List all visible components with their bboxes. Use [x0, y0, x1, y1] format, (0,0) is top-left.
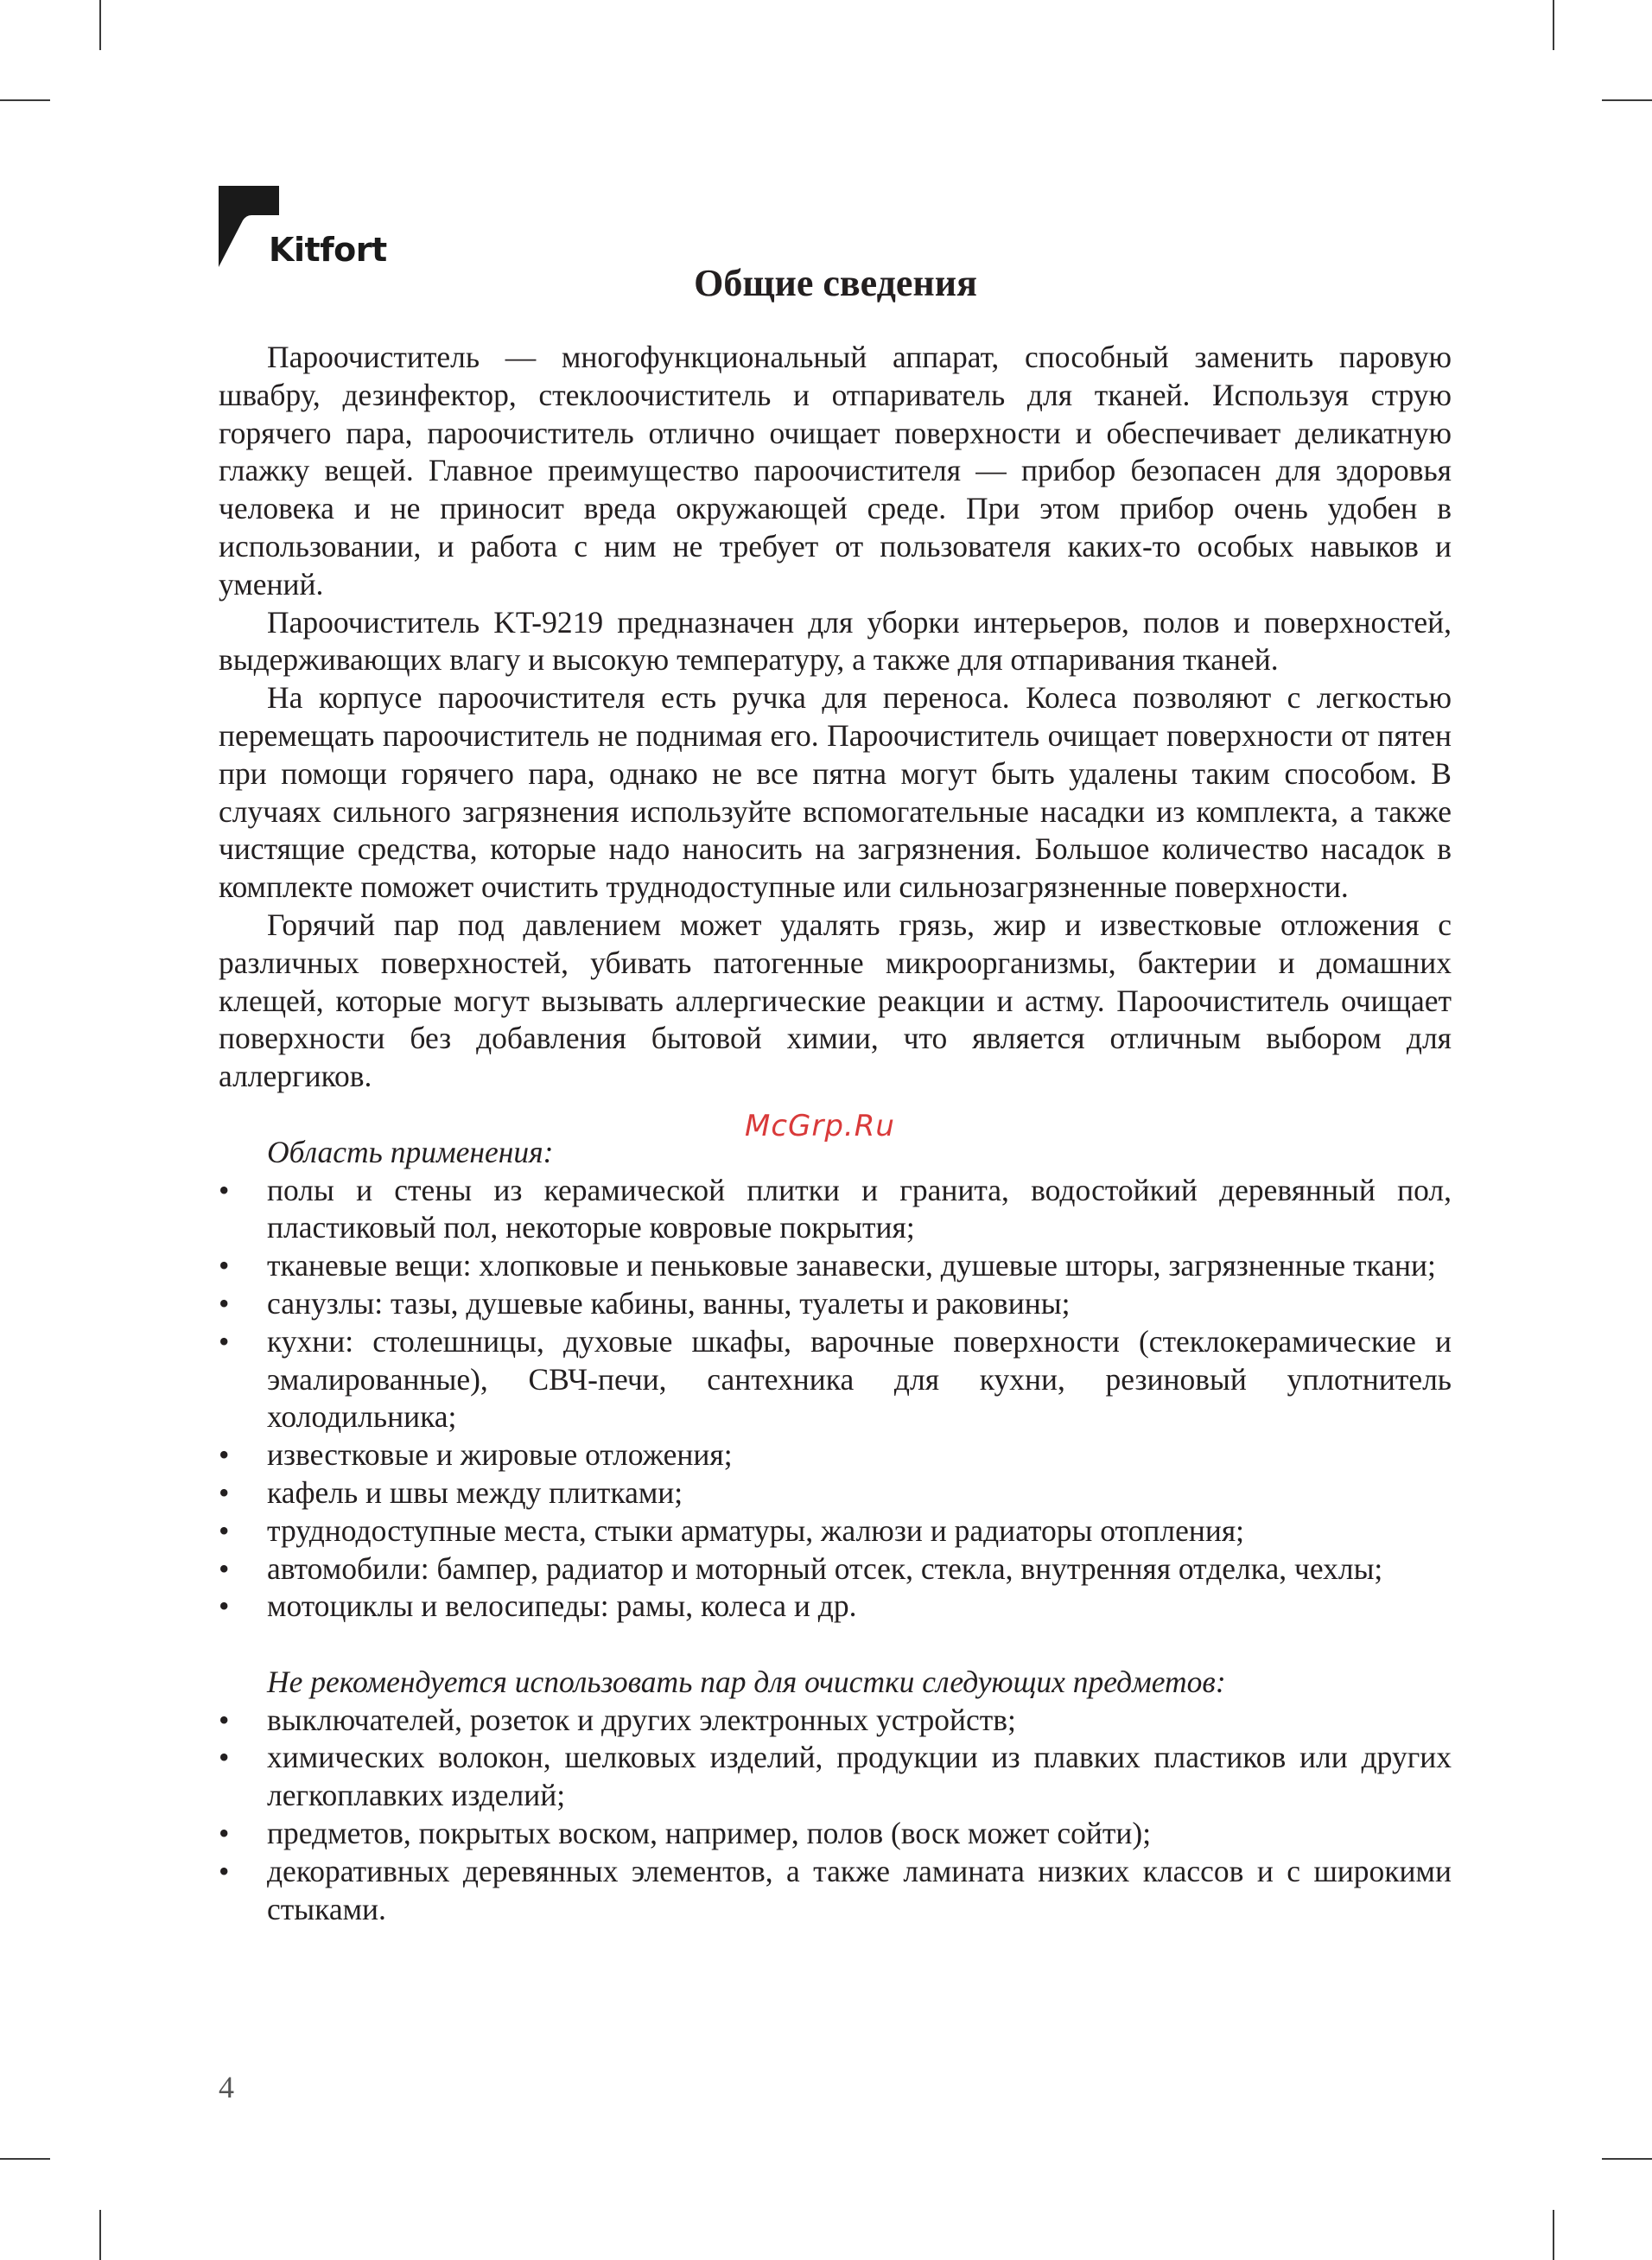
bullet-icon: •: [219, 1816, 230, 1851]
crop-mark: [1602, 2158, 1652, 2160]
purpose-paragraph: Пароочиститель KT-9219 предназначен для уборки интерьеров, полов и поверхностей, выдерживающих влагу и высокую температуру, а также для отпаривания тканей.: [219, 604, 1452, 678]
brand-logo: [219, 186, 391, 272]
list-item-text: труднодоступные места, стыки арматуры, жалюзи и радиаторы отопления;: [267, 1512, 1245, 1548]
list-item-text: санузлы: тазы, душевые кабины, ванны, туалеты и раковины;: [267, 1285, 1071, 1321]
crop-mark: [0, 99, 50, 101]
bullet-icon: •: [219, 1702, 230, 1737]
page-number: 4: [219, 2070, 234, 2104]
bullet-icon: •: [219, 1474, 230, 1510]
bullet-icon: •: [219, 1172, 230, 1207]
list-item: [219, 1285, 1452, 1323]
bullet-icon: •: [219, 1588, 230, 1624]
list-item: [219, 1247, 1452, 1285]
crop-mark: [99, 0, 101, 50]
not-recommended-list: [219, 1702, 1452, 1929]
list-item: [219, 1550, 1452, 1588]
list-item-text: декоративных деревянных элементов, а также ламината низких классов и с широкими стыками.: [267, 1853, 1452, 1926]
watermark: McGrp.Ru: [745, 1109, 895, 1143]
list-item-text: кафель и швы между плитками;: [267, 1474, 683, 1510]
list-item: [219, 1323, 1452, 1436]
steam-benefits-paragraph: Горячий пар под давлением может удалять грязь, жир и известковые отложения с различных поверхностей, убивать патогенные микроорганизмы, бактерии и домашних клещей, которые могут вызывать аллергические реакции и астму. Пароочиститель очищает поверхности без добавления бытовой химии, что является отличным выбором для аллергиков.: [219, 907, 1452, 1094]
list-item: [219, 1853, 1452, 1929]
bullet-icon: •: [219, 1248, 230, 1283]
list-item: [219, 1739, 1452, 1815]
bullet-icon: •: [219, 1437, 230, 1473]
list-item: [219, 1815, 1452, 1853]
list-item-text: мотоциклы и велосипеды: рамы, колеса и др.: [267, 1588, 857, 1624]
list-item-text: известковые и жировые отложения;: [267, 1437, 733, 1473]
list-item: [219, 1512, 1452, 1550]
list-item-text: химических волокон, шелковых изделий, продукции из плавких пластиков или других легкоплавких изделий;: [267, 1740, 1452, 1813]
list-item-text: полы и стены из керамической плитки и гранита, водостойкий деревянный пол, пластиковый пол, некоторые ковровые покрытия;: [267, 1172, 1452, 1245]
list-item-text: предметов, покрытых воском, например, полов (воск может сойти);: [267, 1816, 1152, 1851]
crop-mark: [1602, 99, 1652, 101]
list-item: [219, 1436, 1452, 1474]
list-item-text: кухни: столешницы, духовые шкафы, варочные поверхности (стеклокерамические и эмалированные), СВЧ-печи, сантехника для кухни, резиновый уплотнитель холодильника;: [267, 1323, 1452, 1435]
crop-mark: [1553, 0, 1554, 50]
list-item: [219, 1172, 1452, 1248]
list-item: [219, 1702, 1452, 1740]
page-title: Общие сведения: [694, 262, 977, 304]
usage-paragraph: На корпусе пароочистителя есть ручка для переноса. Колеса позволяют с легкостью перемещать пароочиститель не поднимая его. Пароочиститель очищает поверхности от пятен при помощи горячего пара, однако не все пятна могут быть удалены таким способом. В случаях сильного загрязнения используйте вспомогательные насадки из комплекта, а также чистящие средства, которые надо наносить на загрязнения. Большое количество насадок в комплекте поможет очистить труднодоступные или сильнозагрязненные поверхности.: [219, 680, 1452, 905]
bullet-icon: •: [219, 1550, 230, 1586]
crop-mark: [1553, 2210, 1554, 2260]
list-item-text: выключателей, розеток и других электронных устройств;: [267, 1702, 1016, 1737]
intro-paragraph: Пароочиститель — многофункциональный аппарат, способный заменить паровую швабру, дезинфектор, стеклоочиститель и отпариватель для тканей. Используя струю горячего пара, пароочиститель отлично очищает поверхности и обеспечивает деликатную глажку вещей. Главное преимущество пароочистителя — прибор безопасен для здоровья человека и не приносит вреда окружающей среде. При этом прибор очень удобен в использовании, и работа с ним не требует от пользователя каких-то особых навыков и умений.: [219, 340, 1452, 602]
bullet-icon: •: [219, 1323, 230, 1359]
not-recommended-heading: Не рекомендуется использовать пар для очистки следующих предметов:: [267, 1664, 1226, 1699]
application-list: [219, 1172, 1452, 1627]
crop-mark: [0, 2158, 50, 2160]
list-item-text: автомобили: бампер, радиатор и моторный отсек, стекла, внутренняя отделка, чехлы;: [267, 1550, 1383, 1586]
application-heading: Область применения:: [267, 1134, 554, 1169]
list-item: [219, 1588, 1452, 1626]
crop-mark: [99, 2210, 101, 2260]
brand-name: Kitfort: [269, 231, 387, 269]
list-item: [219, 1474, 1452, 1512]
bullet-icon: •: [219, 1512, 230, 1548]
list-item-text: тканевые вещи: хлопковые и пеньковые занавески, душевые шторы, загрязненные ткани;: [267, 1248, 1436, 1283]
bullet-icon: •: [219, 1740, 230, 1775]
bullet-icon: •: [219, 1853, 230, 1888]
bullet-icon: •: [219, 1285, 230, 1321]
